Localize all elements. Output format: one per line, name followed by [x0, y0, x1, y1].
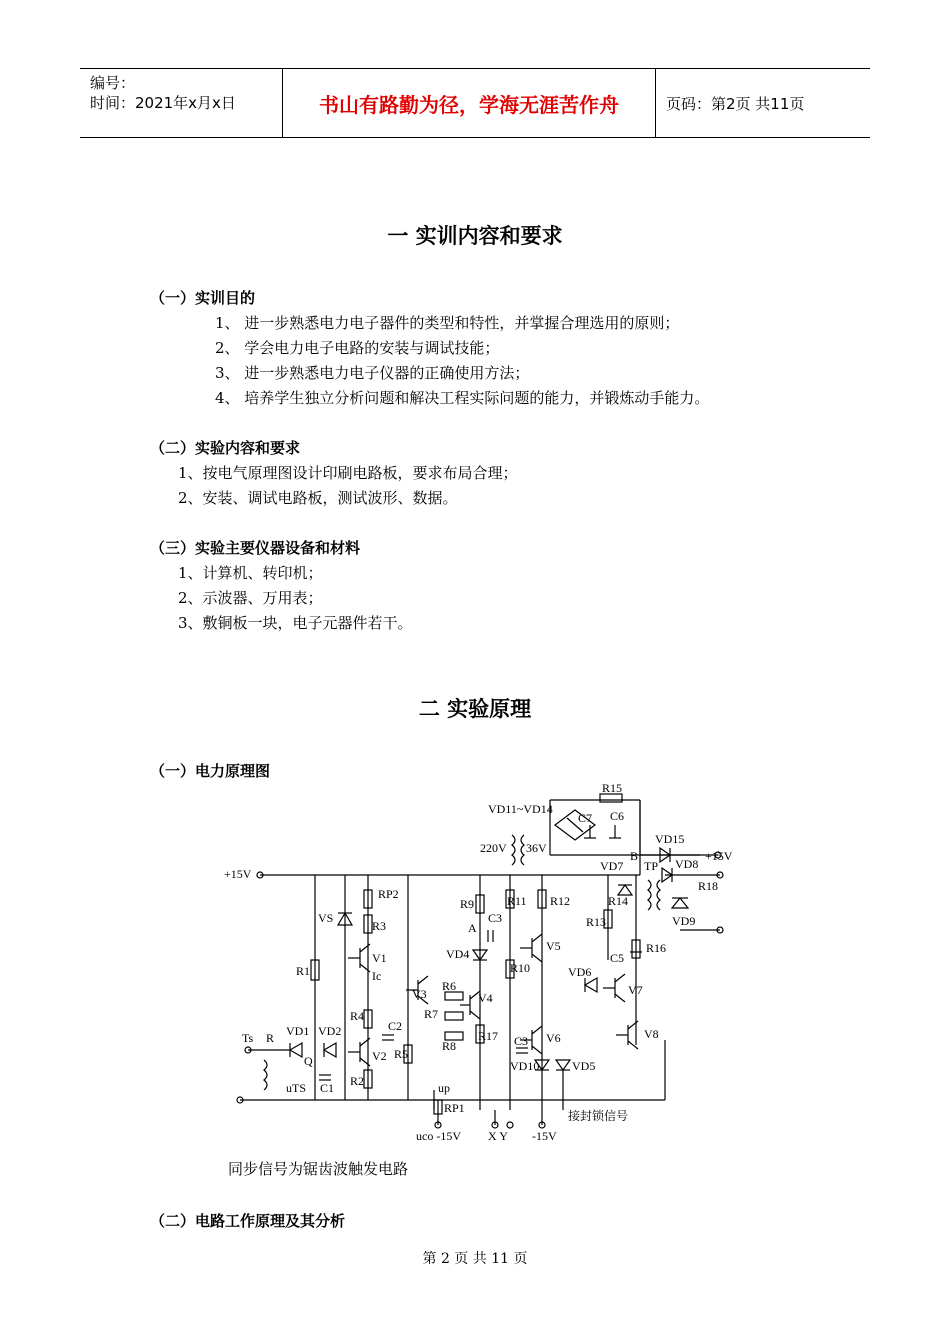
diagram-label: VD11~VD14 — [488, 802, 553, 816]
diagram-label: VD8 — [675, 857, 699, 871]
diagram-label: R5 — [394, 1047, 409, 1061]
diagram-caption: 同步信号为锯齿波触发电路 — [228, 1160, 409, 1178]
diagram-label: C3 — [514, 1034, 529, 1048]
diagram-label: Ic — [372, 969, 382, 983]
diagram-label: R9 — [460, 897, 475, 911]
subhead-equipment: （三）实验主要仪器设备和材料 — [150, 539, 361, 557]
page-info: 页码：第2页 共11页 — [666, 94, 805, 113]
diagram-label: R12 — [550, 894, 571, 908]
diagram-label: VD9 — [672, 914, 696, 928]
page-header — [80, 68, 870, 138]
diagram-label: R16 — [646, 941, 667, 955]
diagram-label: VD10 — [510, 1059, 540, 1073]
subhead-content: （二）实验内容和要求 — [150, 439, 301, 457]
diagram-label: R10 — [510, 961, 531, 975]
diagram-label: A — [468, 921, 477, 935]
diagram-label: 36V — [526, 841, 547, 855]
diagram-label: R14 — [608, 894, 629, 908]
diagram-label: V3 — [412, 987, 427, 1001]
diagram-label: C7 — [578, 811, 593, 825]
diagram-label: V8 — [644, 1027, 659, 1041]
diagram-label: VD4 — [446, 947, 470, 961]
diagram-label: up — [438, 1081, 450, 1095]
subhead-purpose: （一）实训目的 — [150, 289, 256, 307]
diagram-label: C2 — [388, 1019, 403, 1033]
motto: 书山有路勤为径，学海无涯苦作舟 — [283, 69, 656, 137]
diagram-label: VD7 — [600, 859, 624, 873]
diagram-label: R11 — [507, 894, 527, 908]
diagram-label: C6 — [610, 809, 625, 823]
diagram-label: C5 — [610, 951, 625, 965]
diagram-label: R8 — [442, 1039, 457, 1053]
diagram-label: R15 — [602, 781, 623, 795]
subhead-analysis: （二）电路工作原理及其分析 — [150, 1212, 346, 1230]
diagram-label: V2 — [372, 1049, 387, 1063]
list-item: 1、 进一步熟悉电力电子器件的类型和特性，并掌握合理选用的原则； — [215, 314, 680, 332]
diagram-label: VD2 — [318, 1024, 342, 1038]
time-label: 时间：2021年x月x日 — [90, 94, 236, 112]
list-item: 2、安装、调试电路板，测试波形、数据。 — [178, 489, 458, 507]
header-meta — [80, 69, 283, 137]
diagram-label: R7 — [424, 1007, 439, 1021]
diagram-label: V1 — [372, 951, 387, 965]
diagram-label: R1 — [296, 964, 311, 978]
diagram-label: +15V — [224, 867, 252, 881]
diagram-label: R13 — [586, 915, 607, 929]
list-item: 3、敷铜板一块，电子元器件若干。 — [178, 614, 413, 632]
list-item: 4、 培养学生独立分析问题和解决工程实际问题的能力，并锻炼动手能力。 — [215, 389, 710, 407]
diagram-label: VD1 — [286, 1024, 310, 1038]
diagram-label: +15V — [705, 849, 733, 863]
diagram-label: Q — [304, 1054, 313, 1068]
subhead-diagram: （一）电力原理图 — [150, 762, 271, 780]
section-title-1: 一 实训内容和要求 — [387, 224, 563, 248]
diagram-label: V6 — [546, 1031, 561, 1045]
diagram-label: R2 — [350, 1074, 365, 1088]
diagram-label: RP2 — [378, 887, 399, 901]
diagram-label: R — [266, 1031, 275, 1045]
diagram-label: V5 — [546, 939, 561, 953]
number-label: 编号： — [90, 74, 136, 92]
diagram-label: R3 — [372, 919, 387, 933]
diagram-label: 220V — [480, 841, 507, 855]
list-item: 2、示波器、万用表； — [178, 589, 323, 607]
diagram-label: TP — [644, 859, 659, 873]
diagram-label: C1 — [320, 1081, 335, 1095]
diagram-label: R6 — [442, 979, 457, 993]
diagram-label: VD6 — [568, 965, 592, 979]
diagram-label: B — [630, 849, 639, 863]
diagram-label: V4 — [478, 991, 493, 1005]
diagram-label: uco -15V — [416, 1129, 461, 1143]
diagram-label: R4 — [350, 1009, 365, 1023]
diagram-label: X Y — [488, 1129, 508, 1143]
diagram-label: R17 — [478, 1029, 499, 1043]
section-title-2: 二 实验原理 — [418, 697, 532, 721]
list-item: 1、计算机、转印机； — [178, 564, 323, 582]
diagram-label: RP1 — [444, 1101, 465, 1115]
list-item: 2、 学会电力电子电路的安装与调试技能； — [215, 339, 500, 357]
diagram-label: VS — [318, 911, 334, 925]
page-footer: 第 2 页 共 11 页 — [422, 1251, 528, 1267]
list-item: 3、 进一步熟悉电力电子仪器的正确使用方法； — [215, 364, 530, 382]
diagram-label: -15V — [532, 1129, 557, 1143]
circuit-diagram — [220, 780, 760, 1150]
diagram-label: VD5 — [572, 1059, 596, 1073]
diagram-label: VD15 — [655, 832, 685, 846]
diagram-label: R18 — [698, 879, 719, 893]
diagram-label: uTS — [286, 1081, 307, 1095]
list-item: 1、按电气原理图设计印刷电路板，要求布局合理； — [178, 464, 518, 482]
diagram-label: 接封锁信号 — [568, 1109, 629, 1123]
diagram-label: V7 — [628, 983, 643, 997]
diagram-label: C3 — [488, 911, 503, 925]
diagram-label: Ts — [242, 1031, 254, 1045]
